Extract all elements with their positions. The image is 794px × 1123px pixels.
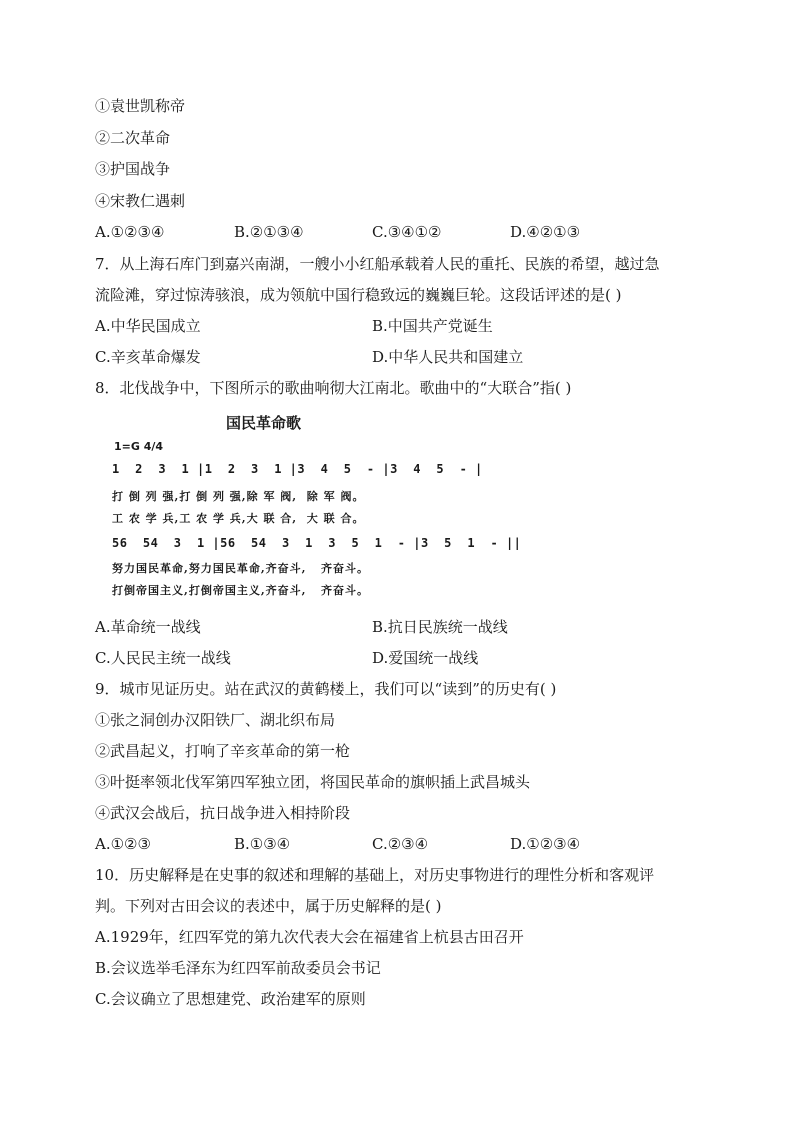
answer-options xyxy=(95,834,735,854)
option-d: D.中华人民共和国建立 xyxy=(372,348,524,366)
option-c: C.②③④ xyxy=(372,835,429,853)
list-item: ③叶挺率领北伐军第四军独立团，将国民革命的旗帜插上武昌城头 xyxy=(95,773,531,791)
option-b: B.会议选举毛泽东为红四军前敌委员会书记 xyxy=(95,959,381,977)
option-b: B.抗日民族统一战线 xyxy=(372,618,508,636)
option-a: A.①②③ xyxy=(95,835,151,853)
lyrics-row: 打 倒 列 强,打 倒 列 强,除 军 阀, 除 军 阀。 xyxy=(112,490,365,503)
song-title: 国民革命歌 xyxy=(226,414,302,432)
question-10-stem-cont: 判。下列对古田会议的表述中，属于历史解释的是( ) xyxy=(95,897,442,915)
option-c: C.人民民主统一战线 xyxy=(95,649,231,667)
answer-options xyxy=(95,347,735,367)
list-item: ②二次革命 xyxy=(95,129,171,147)
question-9-stem: 9．城市见证历史。站在武汉的黄鹤楼上，我们可以“读到”的历史有( ) xyxy=(95,680,557,698)
option-a: A.①②③④ xyxy=(95,223,165,241)
option-d: D.①②③④ xyxy=(510,835,581,853)
score-notes-row: 1 2 3 1 |1 2 3 1 |3 4 5 - |3 4 5 - | xyxy=(112,462,483,476)
option-b: B.中国共产党诞生 xyxy=(372,317,493,335)
list-item: ④武汉会战后，抗日战争进入相持阶段 xyxy=(95,804,351,822)
lyrics-row: 努力国民革命,努力国民革命,齐奋斗, 齐奋斗。 xyxy=(112,562,369,575)
answer-options xyxy=(95,316,735,336)
option-c: C.③④①② xyxy=(372,223,442,241)
option-c: C.辛亥革命爆发 xyxy=(95,348,201,366)
option-a: A.革命统一战线 xyxy=(95,618,201,636)
answer-options xyxy=(95,222,735,242)
answer-options xyxy=(95,648,735,668)
list-item: ①袁世凯称帝 xyxy=(95,97,186,115)
option-d: D.④②①③ xyxy=(510,223,581,241)
answer-options xyxy=(95,617,735,637)
lyrics-row: 工 农 学 兵,工 农 学 兵,大 联 合, 大 联 合。 xyxy=(112,512,365,525)
list-item: ①张之洞创办汉阳铁厂、湖北织布局 xyxy=(95,711,336,729)
list-item: ③护国战争 xyxy=(95,160,171,178)
list-item: ④宋教仁遇刺 xyxy=(95,192,186,210)
option-d: D.爱国统一战线 xyxy=(372,649,479,667)
question-8-stem: 8．北伐战争中，下图所示的歌曲响彻大江南北。歌曲中的“大联合”指( ) xyxy=(95,379,572,397)
option-b: B.①③④ xyxy=(234,835,291,853)
option-a: A.1929年，红四军党的第九次代表大会在福建省上杭县古田召开 xyxy=(95,928,524,946)
option-c: C.会议确立了思想建党、政治建军的原则 xyxy=(95,990,366,1008)
list-item: ②武昌起义，打响了辛亥革命的第一枪 xyxy=(95,742,351,760)
option-b: B.②①③④ xyxy=(234,223,304,241)
song-score-image xyxy=(108,410,522,605)
question-10-stem: 10．历史解释是在史事的叙述和理解的基础上，对历史事物进行的理性分析和客观评 xyxy=(95,866,655,884)
question-7-stem-cont: 流险滩，穿过惊涛骇浪，成为领航中国行稳致远的巍巍巨轮。这段话评述的是( ) xyxy=(95,286,622,304)
song-key: 1=G 4/4 xyxy=(114,440,164,453)
option-a: A.中华民国成立 xyxy=(95,317,201,335)
score-notes-row: 56 54 3 1 |56 54 3 1 3 5 1 - |3 5 1 - || xyxy=(112,536,522,550)
question-7-stem: 7．从上海石库门到嘉兴南湖，一艘小小红船承载着人民的重托、民族的希望，越过急 xyxy=(95,255,660,273)
lyrics-row: 打倒帝国主义,打倒帝国主义,齐奋斗, 齐奋斗。 xyxy=(112,584,369,597)
